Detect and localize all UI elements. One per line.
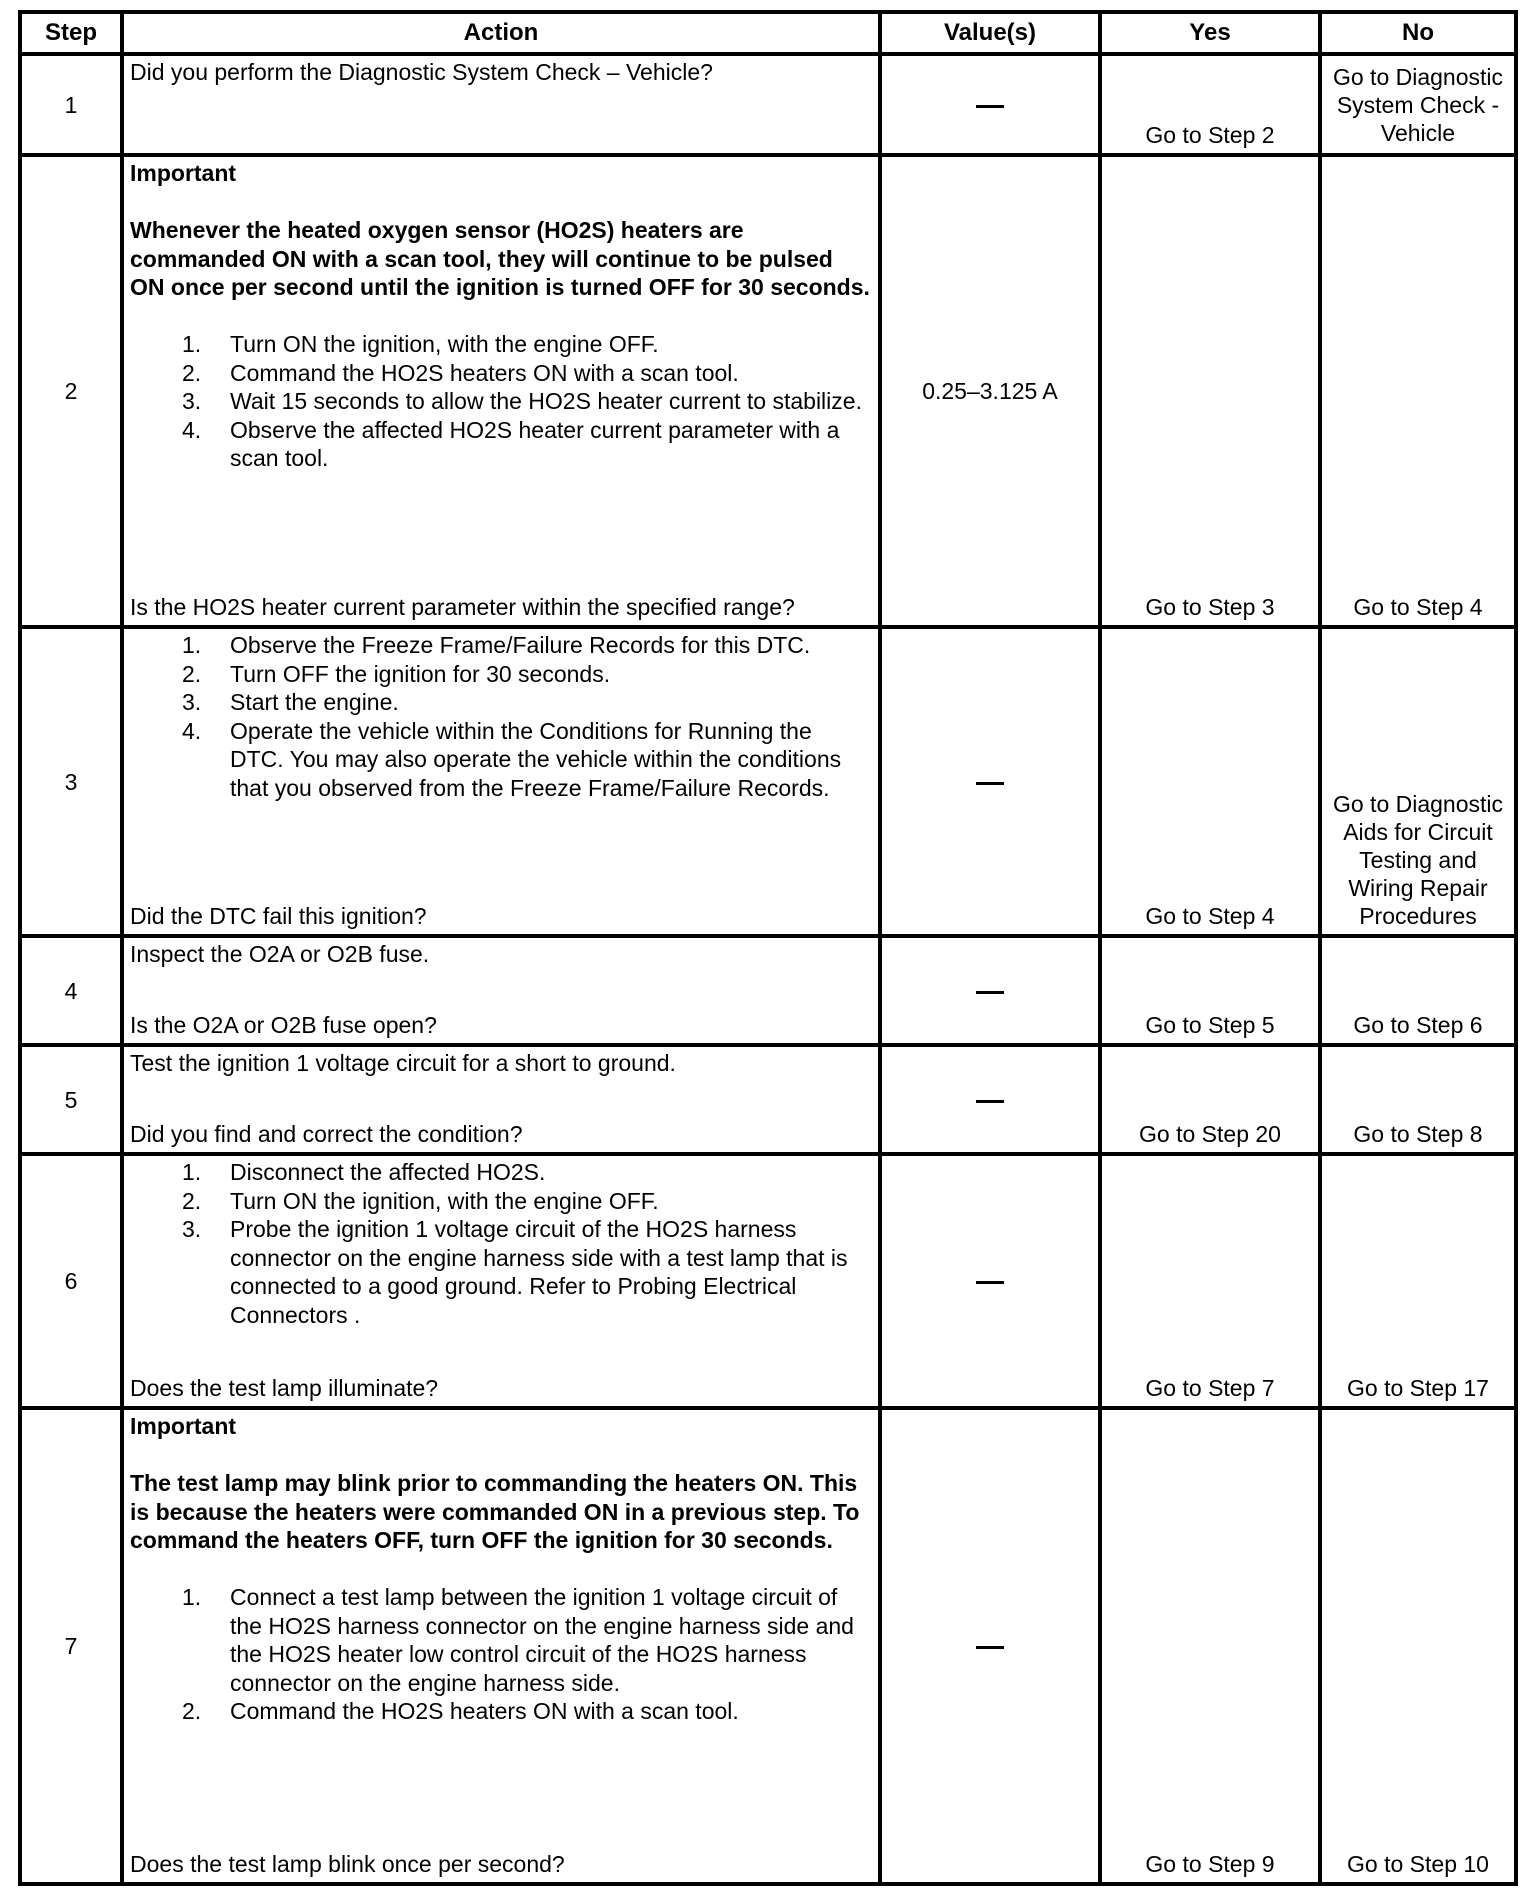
important-text: The test lamp may blink prior to commanding the heaters ON. This is because the heaters were commanded ON in a previous step. To command the heaters OFF, turn OFF the ignition for 30 seconds. [130,1470,860,1553]
list-item: 1. Connect a test lamp between the ignition 1 voltage circuit of the HO2S harness connector on the engine harness side and the HO2S heater low control circuit of the HO2S harness connector on the engine harness side. [182,1584,854,1696]
value-dash [976,782,1004,785]
step-number: 1 [64,91,78,118]
step-number: 7 [64,1633,78,1659]
step-number: 5 [64,1086,78,1113]
question-text: Does the test lamp illuminate? [130,1374,439,1401]
yes-link[interactable]: Go to Step 9 [1145,1851,1275,1877]
value-dash [976,1281,1004,1284]
question-text: Did the DTC fail this ignition? [130,902,427,929]
header-no: No [1318,14,1514,52]
list-item: 3. Probe the ignition 1 voltage circuit of the HO2S harness connector on the engine harness side with a test lamp that is connected to a good ground. Refer to Probing Electrical Connectors . [182,1216,848,1328]
important-text: Whenever the heated oxygen sensor (HO2S) heaters are commanded ON with a scan tool, they will continue to be pulsed ON once per second until the ignition is turned OFF for 30 seconds. [130,217,870,300]
list-item: 4. Observe the affected HO2S heater current parameter with a scan tool. [182,416,840,471]
procedure-list [130,631,870,802]
table-row [22,629,1514,938]
header-action: Action [120,14,878,52]
list-item: 3. Start the engine. [182,689,399,715]
value-dash [976,1646,1004,1649]
table-row [22,1047,1514,1156]
important-label: Important [130,160,237,186]
list-item: 2. Command the HO2S heaters ON with a scan tool. [182,1698,739,1724]
no-link[interactable]: Go to Step 17 [1347,1375,1489,1401]
action-text: Did you perform the Diagnostic System Check – Vehicle? [130,59,713,85]
no-link[interactable]: Go to Diagnostic Aids for Circuit Testing and Wiring Repair Procedures [1332,791,1504,929]
table-row [22,938,1514,1047]
yes-link[interactable]: Go to Step 7 [1145,1375,1275,1401]
table-row [22,1156,1514,1410]
header-row [22,14,1514,56]
table-row [22,157,1514,629]
diagnostic-table [18,10,1518,1886]
step-number: 6 [64,1268,78,1294]
no-link[interactable]: Go to Step 10 [1347,1851,1489,1877]
important-label: Important [130,1413,237,1439]
table-row [22,1410,1514,1882]
question-text: Does the test lamp blink once per second? [130,1850,565,1877]
procedure-list [130,1583,870,1726]
value-dash [976,105,1004,108]
step-number: 4 [64,977,78,1004]
list-item: 1. Observe the Freeze Frame/Failure Records for this DTC. [182,632,811,658]
value-dash [976,1100,1004,1103]
list-item: 1. Disconnect the affected HO2S. [182,1159,546,1185]
yes-link[interactable]: Go to Step 4 [1145,903,1275,929]
list-item: 4. Operate the vehicle within the Conditions for Running the DTC. You may also operate the vehicle within the conditions that you observed from the Freeze Frame/Failure Records. [182,717,842,801]
question-text: Did you find and correct the condition? [130,1120,523,1147]
yes-link[interactable]: Go to Step 2 [1145,122,1275,148]
no-link[interactable]: Go to Diagnostic System Check - Vehicle [1332,63,1504,146]
question-text: Is the HO2S heater current parameter within the specified range? [130,593,795,620]
no-link[interactable]: Go to Step 6 [1353,1012,1483,1038]
yes-link[interactable]: Go to Step 5 [1145,1012,1275,1038]
list-item: 2. Turn ON the ignition, with the engine OFF. [182,1187,659,1214]
no-link[interactable]: Go to Step 4 [1353,594,1483,620]
action-text: Inspect the O2A or O2B fuse. [130,941,430,967]
value-text: 0.25–3.125 A [922,378,1058,404]
list-item: 3. Wait 15 seconds to allow the HO2S heater current to stabilize. [182,388,862,414]
list-item: 1. Turn ON the ignition, with the engine OFF. [182,331,659,357]
action-text: Test the ignition 1 voltage circuit for a short to ground. [130,1050,676,1076]
list-item: 2. Command the HO2S heaters ON with a scan tool. [182,359,739,386]
header-step: Step [44,19,97,46]
table-row [22,56,1514,157]
header-values: Value(s) [878,14,1098,52]
no-link[interactable]: Go to Step 8 [1353,1121,1483,1147]
step-number: 2 [64,378,78,404]
yes-link[interactable]: Go to Step 3 [1145,594,1275,620]
procedure-list [130,330,870,473]
question-text: Is the O2A or O2B fuse open? [130,1011,437,1038]
value-dash [976,991,1004,994]
header-yes: Yes [1098,14,1318,52]
yes-link[interactable]: Go to Step 20 [1139,1121,1281,1147]
list-item: 2. Turn OFF the ignition for 30 seconds. [182,660,611,687]
procedure-list [130,1158,870,1329]
step-number: 3 [64,768,78,795]
